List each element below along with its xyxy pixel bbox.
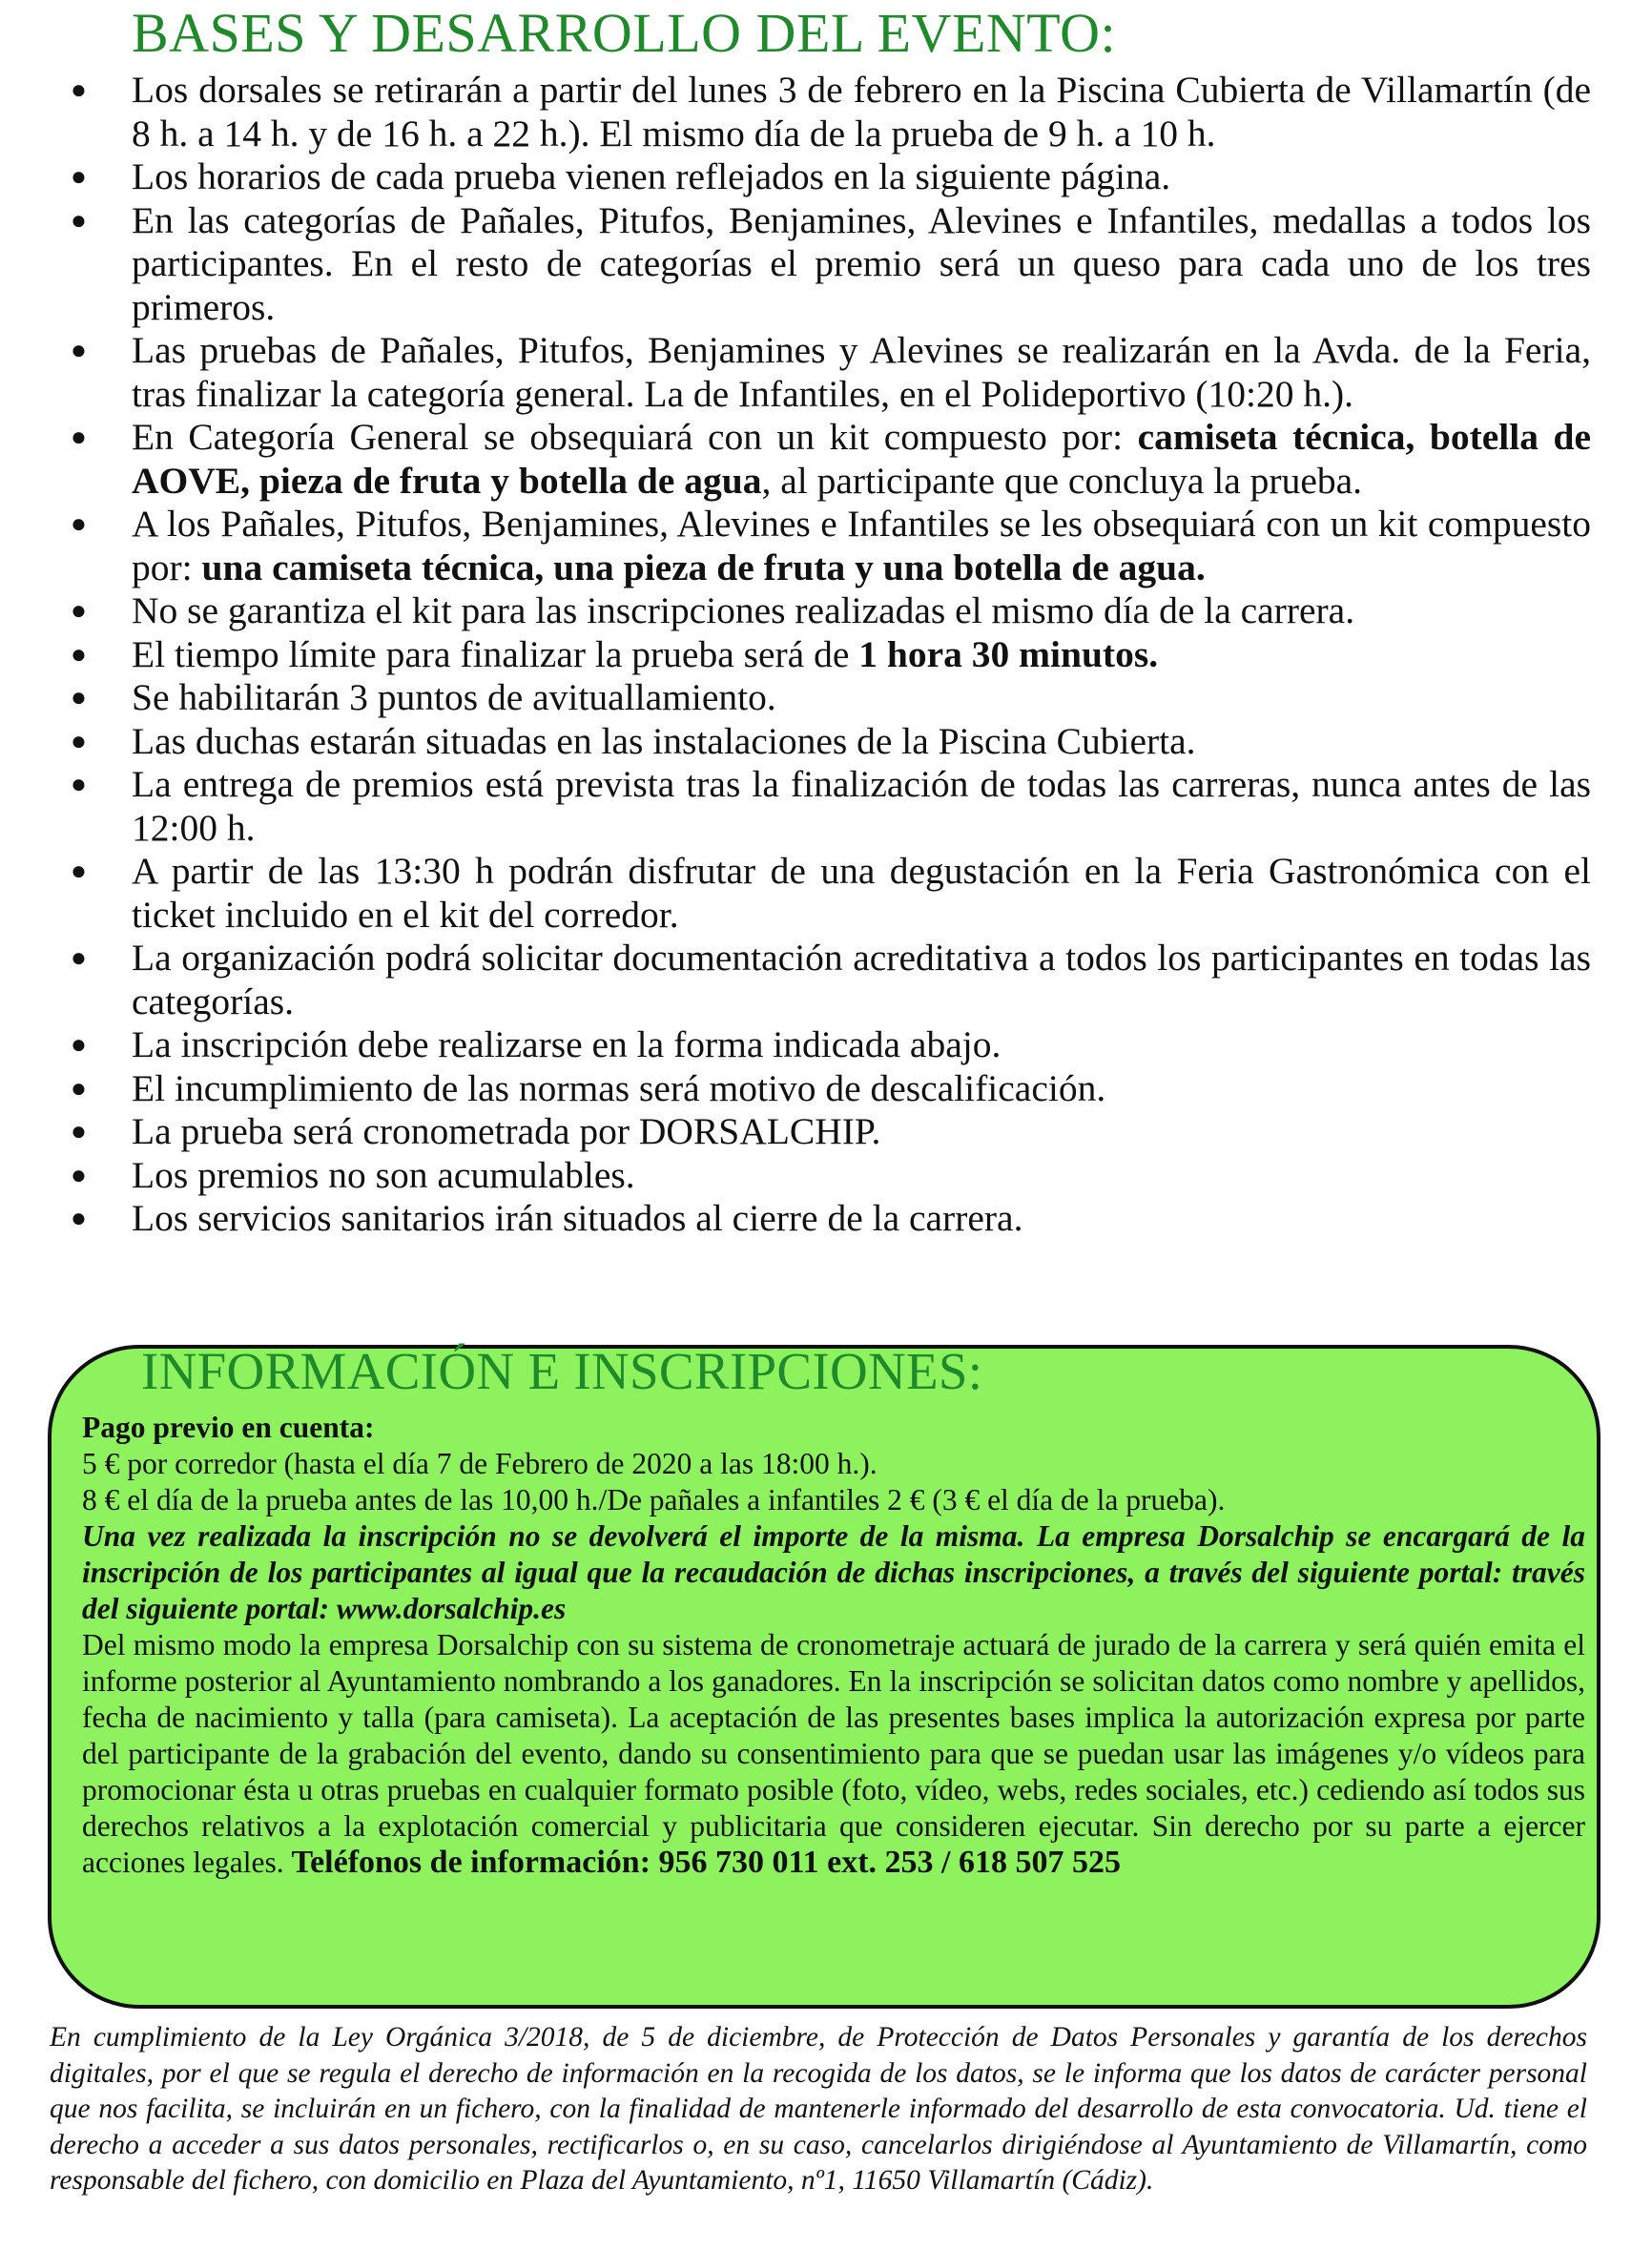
bullet-icon: ● [71,1117,87,1146]
bases-list [59,69,1591,1241]
bullet-icon: ● [71,509,87,539]
list-item: ● Los horarios de cada prueba vienen reflejados en la siguiente página. [71,155,1171,197]
bullet-icon: ● [71,856,87,886]
list-item: ● Los premios no son acumulables. [71,1153,635,1196]
list-item: ● La entrega de premios está prevista tras la finalización de todas las carreras, nunca antes de las 12:00 h. [71,763,1591,849]
bullet-icon: ● [71,423,87,452]
bullet-icon: ● [71,1160,87,1190]
list-item: ● En Categoría General se obsequiará con un kit compuesto por: camiseta técnica, botella de AOVE, pieza de fruta y botella de agua, al participante que concluya la prueba. [71,416,1591,502]
info-paragraph: Del mismo modo la empresa Dorsalchip con su sistema de cronometraje actuará de jurado de la carrera y será quién emita el informe posterior al Ayuntamiento nombrando a los ganadores. En la inscripción se solicitan datos como nombre y apellidos, fecha de nacimiento y talla (para camiseta). La aceptación de las presentes bases implica la autorización expresa por parte del participante de la grabación del evento, dando su consentimiento para que se puedan usar las imágenes y/o vídeos para promocionar ésta u otras pruebas en cualquier formato posible (foto, vídeo, webs, redes sociales, etc.) cediendo así todos sus derechos relativos a la explotación comercial y publicitaria que consideren ejecutar. Sin derecho por su parte a ejercer acciones legales. Teléfonos de información: 956 730 011 ext. 253 / 618 507 525 [82,1628,1585,1880]
list-item: ● Las duchas estarán situadas en las instalaciones de la Piscina Cubierta. [71,719,1196,762]
list-item: ● No se garantiza el kit para las inscripciones realizadas el mismo día de la carrera. [71,589,1355,631]
list-item: ● Se habilitarán 3 puntos de avituallamiento. [71,676,776,718]
bases-heading: BASES Y DESARROLLO DEL EVENTO: [132,2,1117,64]
phone-numbers: Teléfonos de información: 956 730 011 ext. 253 / 618 507 525 [291,1845,1122,1880]
bullet-icon: ● [71,1204,87,1233]
list-item: ● Las pruebas de Pañales, Pitufos, Benjamines y Alevines se realizarán en la Avda. de la Feria, tras finalizar la categoría general. La de Infantiles, en el Polideportivo (10:20 h.). [71,329,1591,415]
bullet-icon: ● [71,639,87,670]
list-item: ● La organización podrá solicitar documentación acreditativa a todos los participantes en todas las categorías. [71,937,1591,1022]
list-item: ● La prueba será cronometrada por DORSALCHIP. [71,1110,881,1152]
list-item: ● Los dorsales se retirarán a partir del lunes 3 de febrero en la Piscina Cubierta de Villamartín (de 8 h. a 14 h. y de 16 h. a 22 h.). El mismo día de la prueba de 9 h. a 10 h. [71,69,1591,155]
list-item: ● A los Pañales, Pitufos, Benjamines, Alevines e Infantiles se les obsequiará con un kit compuesto por: una camiseta técnica, una pieza de fruta y una botella de agua. [71,503,1591,588]
list-item: ● El tiempo límite para finalizar la prueba será de 1 hora 30 minutos. [71,632,1159,675]
bullet-icon: ● [71,162,87,192]
list-item: ● La inscripción debe realizarse en la forma indicada abajo. [71,1023,1002,1065]
refund-notice: Una vez realizada la inscripción no se devolverá el importe de la misma. La empresa Dorsalchip se encargará de la inscripción de los participantes al igual que la recaudación de dichas inscripciones, a través del siguiente portal: través del siguiente portal: www.dorsalchip.es [82,1519,1585,1625]
bullet-icon: ● [71,683,87,712]
info-body [82,1410,1585,1881]
price-line-2: 8 € el día de la prueba antes de las 10,00 h./De pañales a infantiles 2 € (3 € el día de la prueba). [82,1483,1226,1517]
list-item: ● El incumplimiento de las normas será motivo de descalificación. [71,1066,1106,1109]
payment-heading: Pago previo en cuenta: [82,1411,375,1444]
list-item: ● A partir de las 13:30 h podrán disfrutar de una degustación en la Feria Gastronómica con el ticket incluido en el kit del corredor. [71,850,1591,936]
bullet-icon: ● [71,1073,87,1104]
list-item: ● Los servicios sanitarios irán situados al cierre de la carrera. [71,1197,1023,1239]
bullet-icon: ● [71,205,87,236]
price-line-1: 5 € por corredor (hasta el día 7 de Febrero de 2020 a las 18:00 h.). [82,1447,878,1480]
list-item: ● En las categorías de Pañales, Pitufos, Benjamines, Alevines e Infantiles, medallas a todos los participantes. En el resto de categorías el premio será un queso para cada uno de los tres primeros. [71,198,1591,328]
bullet-icon: ● [71,75,87,105]
bullet-icon: ● [71,1030,87,1060]
bullet-icon: ● [71,596,87,626]
bullet-icon: ● [71,770,87,799]
bullet-icon: ● [71,943,87,973]
bullet-icon: ● [71,336,87,365]
info-heading: INFORMACIÓN E INSCRIPCIONES: [141,1342,983,1400]
legal-notice: En cumplimiento de la Ley Orgánica 3/2018, de 5 de diciembre, de Protección de Datos Personales y garantía de los derechos digitales, por el que se regula el derecho de información en la recogida de los datos, se le informa que los datos de carácter personal que nos facilita, se incluirán en un fichero, con la finalidad de mantenerle informado del desarrollo de esta convocatoria. Ud. tiene el derecho a acceder a sus datos personales, rectificarlos o, en su caso, cancelarlos dirigiéndose al Ayuntamiento de Villamartín, como responsable del fichero, con domicilio en Plaza del Ayuntamiento, nº1, 11650 Villamartín (Cádiz). [50,2022,1587,2196]
bullet-icon: ● [71,726,87,756]
